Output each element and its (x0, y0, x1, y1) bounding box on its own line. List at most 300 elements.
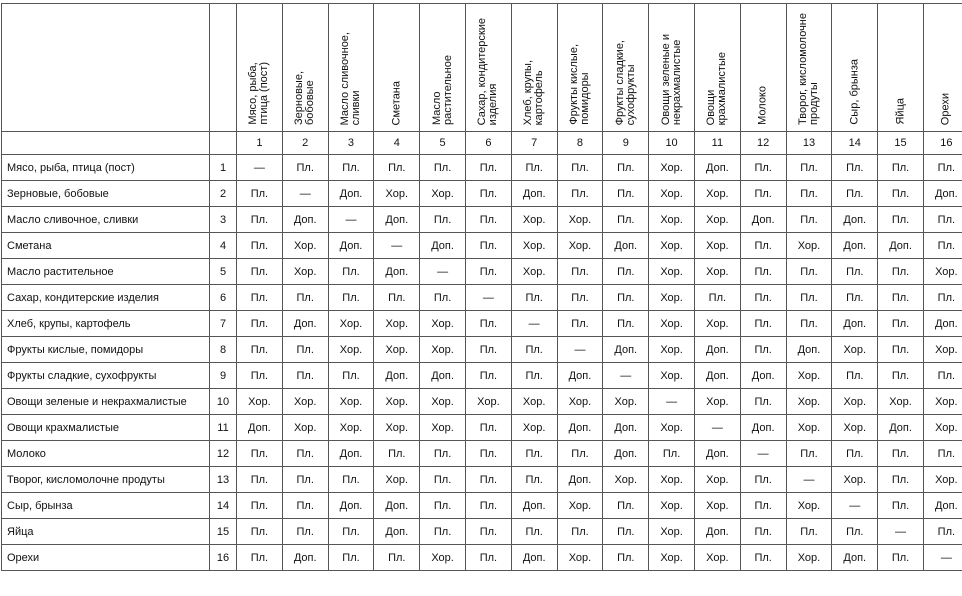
row-number: 6 (210, 285, 237, 311)
compatibility-cell: Доп. (511, 545, 557, 571)
food-compatibility-table (1, 3, 962, 571)
compatibility-cell: Доп. (832, 311, 878, 337)
compatibility-cell: Пл. (740, 467, 786, 493)
compatibility-cell: Хор. (649, 311, 695, 337)
row-label: Зерновые, бобовые (2, 181, 210, 207)
compatibility-cell: Пл. (511, 467, 557, 493)
compatibility-cell: Пл. (557, 285, 603, 311)
column-header (282, 4, 328, 132)
compatibility-cell: Хор. (328, 389, 374, 415)
compatibility-cell: Пл. (237, 311, 283, 337)
compatibility-cell: Хор. (649, 467, 695, 493)
compatibility-cell: Хор. (511, 233, 557, 259)
table-row (2, 389, 962, 415)
compatibility-cell: Доп. (878, 233, 924, 259)
compatibility-cell: Пл. (786, 311, 832, 337)
compatibility-cell: Хор. (649, 155, 695, 181)
column-header-label: Сыр, брынза (848, 59, 861, 125)
compatibility-cell: — (740, 441, 786, 467)
compatibility-cell: Пл. (649, 441, 695, 467)
column-header-label: Овощи зеленые и некрахмалистые (659, 33, 683, 125)
column-header-label: Фрукты кислые, помидоры (567, 44, 591, 125)
column-number: 8 (557, 132, 603, 155)
compatibility-cell: Пл. (465, 519, 511, 545)
compatibility-cell: Пл. (465, 207, 511, 233)
compatibility-cell: Хор. (649, 493, 695, 519)
compatibility-cell: Пл. (603, 519, 649, 545)
column-header (511, 4, 557, 132)
compatibility-cell: Хор. (923, 467, 962, 493)
table-row (2, 207, 962, 233)
compatibility-cell: Хор. (511, 389, 557, 415)
compatibility-cell: Пл. (465, 311, 511, 337)
column-number: 12 (740, 132, 786, 155)
compatibility-cell: — (420, 259, 466, 285)
compatibility-cell: Пл. (878, 545, 924, 571)
table-row (2, 337, 962, 363)
compatibility-cell: Пл. (465, 259, 511, 285)
column-header-label: Овощи крахмалистые (705, 51, 729, 125)
compatibility-cell: Доп. (832, 545, 878, 571)
compatibility-cell: Пл. (237, 337, 283, 363)
compatibility-cell: Пл. (282, 363, 328, 389)
row-number: 12 (210, 441, 237, 467)
compatibility-cell: Хор. (511, 415, 557, 441)
compatibility-cell: Пл. (511, 337, 557, 363)
compatibility-cell: Пл. (282, 285, 328, 311)
compatibility-cell: Пл. (420, 493, 466, 519)
compatibility-cell: Пл. (603, 493, 649, 519)
column-number: 2 (282, 132, 328, 155)
compatibility-cell: Хор. (694, 545, 740, 571)
compatibility-cell: Пл. (237, 285, 283, 311)
row-number: 15 (210, 519, 237, 545)
compatibility-cell: Хор. (649, 337, 695, 363)
compatibility-cell: Пл. (282, 155, 328, 181)
compatibility-cell: — (786, 467, 832, 493)
row-label: Фрукты кислые, помидоры (2, 337, 210, 363)
compatibility-cell: Пл. (237, 181, 283, 207)
compatibility-cell: Доп. (923, 181, 962, 207)
compatibility-cell: Хор. (923, 415, 962, 441)
compatibility-cell: Пл. (237, 259, 283, 285)
compatibility-cell: Доп. (832, 207, 878, 233)
compatibility-cell: Хор. (694, 311, 740, 337)
compatibility-cell: Пл. (740, 259, 786, 285)
compatibility-cell: Хор. (786, 415, 832, 441)
compatibility-cell: Хор. (878, 389, 924, 415)
compatibility-cell: Хор. (420, 181, 466, 207)
compatibility-cell: Доп. (557, 363, 603, 389)
compatibility-cell: Доп. (420, 363, 466, 389)
compatibility-cell: Хор. (603, 389, 649, 415)
compatibility-cell: Пл. (786, 207, 832, 233)
compatibility-cell: Хор. (649, 181, 695, 207)
compatibility-cell: Пл. (465, 181, 511, 207)
compatibility-cell: Хор. (694, 467, 740, 493)
compatibility-cell: Хор. (557, 233, 603, 259)
row-number: 4 (210, 233, 237, 259)
column-header (420, 4, 466, 132)
compatibility-cell: Пл. (832, 519, 878, 545)
compatibility-cell: Пл. (740, 493, 786, 519)
compatibility-cell: Доп. (374, 259, 420, 285)
compatibility-cell: Хор. (786, 233, 832, 259)
compatibility-cell: Хор. (557, 493, 603, 519)
compatibility-cell: Пл. (465, 155, 511, 181)
compatibility-cell: Пл. (282, 519, 328, 545)
compatibility-cell: Доп. (740, 415, 786, 441)
compatibility-cell: Пл. (603, 181, 649, 207)
compatibility-cell: — (832, 493, 878, 519)
table-row (2, 285, 962, 311)
compatibility-cell: Доп. (374, 363, 420, 389)
compatibility-cell: Пл. (511, 363, 557, 389)
compatibility-cell: Пл. (374, 545, 420, 571)
compatibility-cell: Пл. (832, 441, 878, 467)
row-label: Творог, кисломолочне продуты (2, 467, 210, 493)
column-header (649, 4, 695, 132)
compatibility-cell: Пл. (878, 155, 924, 181)
compatibility-cell: Доп. (328, 441, 374, 467)
compatibility-cell: Доп. (603, 337, 649, 363)
compatibility-cell: Хор. (328, 311, 374, 337)
compatibility-cell: Доп. (557, 415, 603, 441)
compatibility-cell: — (374, 233, 420, 259)
compatibility-cell: Доп. (740, 363, 786, 389)
column-header (328, 4, 374, 132)
column-number: 9 (603, 132, 649, 155)
column-number: 7 (511, 132, 557, 155)
compatibility-cell: Хор. (282, 415, 328, 441)
column-header (786, 4, 832, 132)
compatibility-cell: Пл. (878, 285, 924, 311)
compatibility-cell: Пл. (374, 155, 420, 181)
column-header-label: Сметана (390, 80, 403, 125)
compatibility-cell: Пл. (465, 337, 511, 363)
row-label: Мясо, рыба, птица (пост) (2, 155, 210, 181)
compatibility-cell: Пл. (237, 467, 283, 493)
compatibility-cell: Пл. (557, 181, 603, 207)
compatibility-cell: Хор. (237, 389, 283, 415)
column-header (557, 4, 603, 132)
compatibility-cell: Хор. (786, 545, 832, 571)
compatibility-cell: Пл. (603, 259, 649, 285)
compatibility-cell: Пл. (237, 363, 283, 389)
row-label: Масло сливочное, сливки (2, 207, 210, 233)
compatibility-cell: Пл. (374, 441, 420, 467)
column-header-label: Масло сливочное, сливки (338, 31, 362, 125)
column-header-label: Фрукты сладкие, сухофрукты (613, 39, 637, 125)
compatibility-cell: — (328, 207, 374, 233)
column-number: 11 (694, 132, 740, 155)
table-row (2, 181, 962, 207)
compatibility-cell: Хор. (282, 389, 328, 415)
column-header-label: Сахар, кондитерские изделия (476, 17, 500, 125)
compatibility-cell: Доп. (282, 207, 328, 233)
row-label: Хлеб, крупы, картофель (2, 311, 210, 337)
compatibility-cell: Пл. (786, 259, 832, 285)
column-number: 14 (832, 132, 878, 155)
compatibility-cell: Доп. (878, 415, 924, 441)
compatibility-cell: Пл. (557, 155, 603, 181)
compatibility-cell: Пл. (465, 493, 511, 519)
compatibility-cell: Пл. (832, 259, 878, 285)
compatibility-cell: Пл. (237, 233, 283, 259)
compatibility-cell: Пл. (465, 545, 511, 571)
compatibility-cell: Пл. (878, 493, 924, 519)
column-header (374, 4, 420, 132)
column-header-label: Орехи (939, 92, 952, 125)
table-body (2, 155, 962, 571)
column-number: 3 (328, 132, 374, 155)
compatibility-cell: Хор. (649, 207, 695, 233)
compatibility-cell: Хор. (557, 389, 603, 415)
column-header (923, 4, 962, 132)
compatibility-cell: Доп. (282, 311, 328, 337)
table-row (2, 363, 962, 389)
compatibility-cell: Хор. (557, 207, 603, 233)
compatibility-cell: Пл. (832, 155, 878, 181)
compatibility-cell: Пл. (603, 155, 649, 181)
compatibility-cell: — (557, 337, 603, 363)
compatibility-cell: Доп. (694, 337, 740, 363)
row-label: Овощи крахмалистые (2, 415, 210, 441)
column-number: 6 (465, 132, 511, 155)
corner-empty-cell (2, 4, 210, 132)
compatibility-cell: Доп. (237, 415, 283, 441)
compatibility-cell: Хор. (694, 389, 740, 415)
compatibility-cell: Пл. (465, 441, 511, 467)
compatibility-cell: Пл. (557, 311, 603, 337)
table-row (2, 233, 962, 259)
compatibility-cell: Хор. (465, 389, 511, 415)
row-number: 16 (210, 545, 237, 571)
row-number: 14 (210, 493, 237, 519)
column-number: 5 (420, 132, 466, 155)
table-row (2, 493, 962, 519)
compatibility-cell: Пл. (511, 155, 557, 181)
compatibility-cell: — (603, 363, 649, 389)
compatibility-cell: Пл. (420, 467, 466, 493)
compatibility-cell: Доп. (694, 363, 740, 389)
compatibility-cell: Хор. (374, 415, 420, 441)
compatibility-cell: Пл. (603, 545, 649, 571)
corner-empty-cell (2, 132, 210, 155)
compatibility-cell: Хор. (923, 389, 962, 415)
compatibility-cell: Пл. (694, 285, 740, 311)
compatibility-cell: Пл. (832, 181, 878, 207)
row-label: Орехи (2, 545, 210, 571)
compatibility-cell: Пл. (832, 285, 878, 311)
compatibility-cell: Пл. (420, 441, 466, 467)
compatibility-cell: Пл. (603, 311, 649, 337)
compatibility-cell: — (923, 545, 962, 571)
column-header (832, 4, 878, 132)
compatibility-cell: Доп. (328, 181, 374, 207)
compatibility-cell: Пл. (923, 155, 962, 181)
compatibility-cell: — (282, 181, 328, 207)
compatibility-cell: Доп. (511, 493, 557, 519)
compatibility-cell: Хор. (420, 311, 466, 337)
compatibility-cell: Пл. (557, 441, 603, 467)
row-number: 10 (210, 389, 237, 415)
row-label: Масло растительное (2, 259, 210, 285)
table-row (2, 311, 962, 337)
compatibility-cell: — (511, 311, 557, 337)
compatibility-cell: Хор. (374, 337, 420, 363)
table-row (2, 519, 962, 545)
row-label: Фрукты сладкие, сухофрукты (2, 363, 210, 389)
column-number: 10 (649, 132, 695, 155)
compatibility-cell: Доп. (923, 493, 962, 519)
column-header-label: Масло растительное (430, 54, 454, 125)
compatibility-cell: Хор. (832, 415, 878, 441)
compatibility-cell: Пл. (420, 285, 466, 311)
compatibility-cell: Пл. (740, 285, 786, 311)
compatibility-cell: Хор. (603, 467, 649, 493)
compatibility-cell: Доп. (374, 493, 420, 519)
compatibility-cell: Хор. (694, 207, 740, 233)
compatibility-cell: Пл. (237, 493, 283, 519)
compatibility-cell: Пл. (878, 363, 924, 389)
row-number: 2 (210, 181, 237, 207)
column-header-label: Молоко (756, 86, 769, 125)
compatibility-cell: Пл. (923, 233, 962, 259)
compatibility-cell: Пл. (786, 519, 832, 545)
compatibility-cell: Хор. (420, 415, 466, 441)
column-header-row (2, 4, 962, 132)
compatibility-cell: Хор. (328, 337, 374, 363)
compatibility-cell: Доп. (420, 233, 466, 259)
compatibility-cell: Пл. (282, 467, 328, 493)
compatibility-cell: Пл. (740, 311, 786, 337)
compatibility-cell: Хор. (694, 493, 740, 519)
corner-number-cell (210, 4, 237, 132)
compatibility-cell: Пл. (878, 311, 924, 337)
compatibility-cell: Пл. (420, 207, 466, 233)
compatibility-cell: Пл. (786, 441, 832, 467)
row-label: Сметана (2, 233, 210, 259)
compatibility-cell: Пл. (740, 389, 786, 415)
row-number: 8 (210, 337, 237, 363)
compatibility-cell: Пл. (878, 207, 924, 233)
compatibility-cell: Доп. (694, 441, 740, 467)
compatibility-cell: Пл. (328, 259, 374, 285)
compatibility-cell: Пл. (328, 285, 374, 311)
compatibility-cell: Доп. (832, 233, 878, 259)
table-row (2, 441, 962, 467)
table-row (2, 259, 962, 285)
table-row (2, 545, 962, 571)
compatibility-cell: Пл. (328, 545, 374, 571)
column-number: 13 (786, 132, 832, 155)
row-number: 11 (210, 415, 237, 441)
compatibility-cell: Доп. (328, 233, 374, 259)
compatibility-cell: Хор. (374, 311, 420, 337)
row-label: Сыр, брынза (2, 493, 210, 519)
compatibility-cell: Пл. (420, 155, 466, 181)
compatibility-cell: Пл. (511, 519, 557, 545)
compatibility-cell: Хор. (420, 337, 466, 363)
compatibility-cell: Пл. (328, 155, 374, 181)
compatibility-cell: Пл. (923, 207, 962, 233)
row-number: 9 (210, 363, 237, 389)
compatibility-cell: Доп. (374, 207, 420, 233)
column-number-row (2, 132, 962, 155)
compatibility-cell: Пл. (923, 363, 962, 389)
compatibility-cell: Хор. (374, 389, 420, 415)
compatibility-cell: Пл. (878, 441, 924, 467)
compatibility-cell: Доп. (694, 155, 740, 181)
compatibility-cell: Доп. (603, 441, 649, 467)
compatibility-cell: Доп. (374, 519, 420, 545)
compatibility-cell: Хор. (832, 389, 878, 415)
compatibility-cell: Пл. (237, 441, 283, 467)
column-header (878, 4, 924, 132)
compatibility-cell: Доп. (740, 207, 786, 233)
column-header-label: Мясо, рыба, птица (пост) (247, 62, 271, 125)
compatibility-cell: Хор. (832, 467, 878, 493)
compatibility-cell: Хор. (649, 259, 695, 285)
compatibility-cell: Пл. (511, 441, 557, 467)
row-number: 5 (210, 259, 237, 285)
compatibility-cell: Хор. (786, 493, 832, 519)
compatibility-cell: Пл. (557, 259, 603, 285)
compatibility-cell: Доп. (786, 337, 832, 363)
compatibility-cell: Хор. (328, 415, 374, 441)
row-number: 3 (210, 207, 237, 233)
compatibility-cell: Пл. (786, 181, 832, 207)
row-number: 1 (210, 155, 237, 181)
compatibility-cell: Хор. (420, 545, 466, 571)
compatibility-cell: Пл. (740, 233, 786, 259)
compatibility-cell: Пл. (878, 181, 924, 207)
row-label: Молоко (2, 441, 210, 467)
compatibility-cell: — (878, 519, 924, 545)
compatibility-cell: Пл. (923, 285, 962, 311)
compatibility-cell: Хор. (420, 389, 466, 415)
table-row (2, 155, 962, 181)
column-header (694, 4, 740, 132)
compatibility-cell: Пл. (328, 363, 374, 389)
compatibility-cell: Пл. (740, 545, 786, 571)
compatibility-cell: Хор. (649, 363, 695, 389)
compatibility-cell: Хор. (649, 233, 695, 259)
compatibility-cell: Пл. (237, 207, 283, 233)
compatibility-cell: Пл. (740, 337, 786, 363)
compatibility-cell: Хор. (282, 233, 328, 259)
column-number: 1 (237, 132, 283, 155)
compatibility-cell: Пл. (465, 467, 511, 493)
compatibility-cell: Хор. (786, 389, 832, 415)
compatibility-cell: Хор. (511, 259, 557, 285)
column-header (465, 4, 511, 132)
compatibility-cell: Хор. (649, 285, 695, 311)
compatibility-cell: Хор. (374, 467, 420, 493)
compatibility-cell: Доп. (694, 519, 740, 545)
column-header (237, 4, 283, 132)
compatibility-cell: Пл. (878, 467, 924, 493)
column-header (740, 4, 786, 132)
compatibility-cell: Пл. (603, 285, 649, 311)
compatibility-cell: Пл. (328, 467, 374, 493)
compatibility-cell: — (465, 285, 511, 311)
compatibility-cell: Пл. (374, 285, 420, 311)
column-header-label: Зерновые, бобовые (293, 71, 317, 125)
compatibility-cell: Пл. (923, 519, 962, 545)
compatibility-cell: Пл. (557, 519, 603, 545)
